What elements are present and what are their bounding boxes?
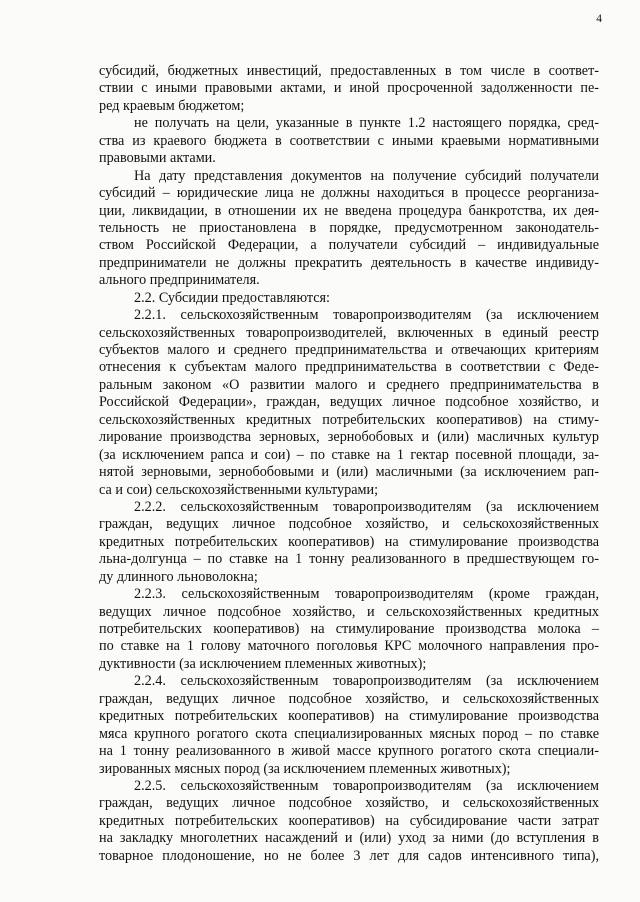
text-line: 2.2. Субсидии предоставляются:: [134, 289, 330, 306]
text-line: кредитных потребительских кооперативов) на стимулирование производства: [99, 533, 599, 550]
text-line: 2.2.4. сельскохозяйственным товаропроизводителям (за исключением: [134, 673, 599, 690]
text-line: 2.2.5. сельскохозяйственным товаропроизводителям (за исключением: [134, 777, 599, 794]
text-line: субъектов малого и среднего предпринимательства и отвечающих критериям: [99, 342, 599, 358]
text-line: граждан, ведущих личное подсобное хозяйство, и сельскохозяйственных: [99, 516, 599, 533]
text-line: ред краевым бюджетом;: [99, 97, 245, 114]
text-line: са и сои) сельскохозяйственными культурами;: [99, 481, 379, 498]
text-line: граждан, ведущих личное подсобное хозяйство, и сельскохозяйственных: [99, 795, 599, 812]
text-line: ральным законом «О развитии малого и среднего предпринимательства в: [99, 376, 599, 393]
text-line: граждан, ведущих личное подсобное хозяйство, и сельскохозяйственных: [99, 690, 599, 707]
text-line: ции, ликвидации, в отношении их не введена процедура банкротства, их дея-: [99, 202, 599, 219]
text-line: ством Российской Федерации, а получатели субсидий – индивидуальные: [99, 237, 599, 254]
text-line: лирование производства зерновых, зернобобовых и (или) масличных культур: [99, 429, 599, 446]
text-line: нятой зерновыми, зернобобовыми и (или) масличными (за исключением рап-: [99, 464, 599, 481]
text-line: сельскохозяйственных кредитных потребительских кооперативов) на стиму-: [99, 411, 599, 428]
text-line: ствии с иными правовыми актами, и иной просроченной задолженности пе-: [99, 80, 599, 97]
text-line: предприниматели не должны прекратить деятельность в качестве индивиду-: [99, 254, 599, 271]
text-line: Российской Федерации», граждан, ведущих личное подсобное хозяйство, и: [99, 394, 599, 411]
text-line: дуктивности (за исключением племенных животных);: [99, 655, 427, 672]
document-body: [99, 63, 599, 865]
text-line: 2.2.3. сельскохозяйственным товаропроизводителям (кроме граждан,: [134, 586, 599, 603]
text-line: на 1 тонну реализованного в живой массе крупного рогатого скота специали-: [99, 743, 599, 760]
text-line: кредитных потребительских кооперативов) на стимулирование производства: [99, 708, 599, 725]
text-line: ду длинного льноволокна;: [99, 568, 258, 585]
text-line: сельскохозяйственных товаропроизводителей, включенных в единый реестр: [99, 324, 599, 341]
text-line: (за исключением рапса и сои) – по ставке на 1 гектар посевной площади, за-: [99, 446, 599, 463]
text-line: мяса крупного рогатого скота специализированных мясных пород – по ставке: [99, 725, 599, 742]
text-line: льна-долгунца – по ставке на 1 тонну реализованного в предшествующем го-: [99, 551, 599, 568]
text-line: потребительских кооперативов) на стимулирование производства молока –: [99, 621, 599, 637]
text-line: зированных мясных пород (за исключением племенных животных);: [99, 760, 511, 777]
text-line: субсидий, бюджетных инвестиций, предоставленных в том числе в соответ-: [99, 63, 599, 79]
text-line: товарное плодоношение, но не более 3 лет для садов интенсивного типа),: [99, 847, 599, 864]
text-line: ального предпринимателя.: [99, 272, 260, 289]
text-line: тельность не приостановлена в порядке, предусмотренном законодатель-: [99, 219, 599, 236]
text-line: отнесения к субъектам малого предпринимательства в соответствии с Феде-: [99, 359, 599, 376]
text-line: правовыми актами.: [99, 150, 216, 167]
text-line: по ставке на 1 голову маточного поголовья КРС молочного направления про-: [99, 638, 599, 655]
text-line: кредитных потребительских кооперативов) на субсидирование части затрат: [99, 812, 599, 829]
text-line: На дату представления документов на получение субсидий получатели: [134, 167, 599, 184]
text-line: на закладку многолетних насаждений и (или) уход за ними (до вступления в: [99, 830, 599, 847]
text-line: ства из краевого бюджета в соответствии с иными краевыми нормативными: [99, 132, 599, 149]
text-line: субсидий – юридические лица не должны находиться в процессе реорганиза-: [99, 185, 599, 202]
page-number: 4: [596, 13, 602, 25]
text-line: 2.2.2. сельскохозяйственным товаропроизводителям (за исключением: [134, 498, 599, 515]
text-line: 2.2.1. сельскохозяйственным товаропроизводителям (за исключением: [134, 307, 599, 324]
text-line: ведущих личное подсобное хозяйство, и сельскохозяйственных кредитных: [99, 603, 599, 620]
text-line: не получать на цели, указанные в пункте 1.2 настоящего порядка, сред-: [134, 115, 599, 132]
